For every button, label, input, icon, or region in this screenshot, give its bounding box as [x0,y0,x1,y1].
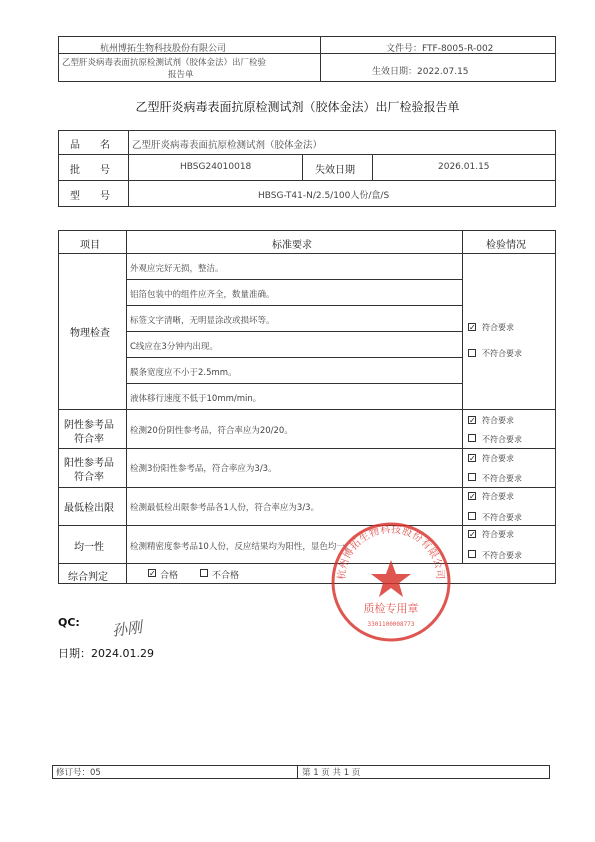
physical-pass-checkbox[interactable]: ✓ [469,323,476,332]
negative-pass-checkbox[interactable]: ✓ [469,416,476,425]
stamp-code: 3301100008773 [367,621,415,628]
overall-pass-checkbox[interactable]: ✓ [149,569,156,578]
stamp-ring-text: 杭州博拓生物科技股份有限公司 [336,524,446,581]
positive-ref-label-1: 阳性参考品 [64,458,114,469]
negative-fail-checkbox[interactable] [468,434,476,442]
company-name: 杭州博拓生物科技股份有限公司 [100,44,227,54]
lod-pass-checkbox[interactable]: ✓ [469,492,476,501]
uniformity-fail-checkbox[interactable] [468,550,476,558]
overall-fail-text: 不合格 [212,571,240,581]
col-header-result: 检验情况 [486,240,526,251]
overall-judgement-label: 综合判定 [68,572,108,583]
product-name-label: 品 名 [70,140,110,151]
lod-label: 最低检出限 [64,503,114,514]
lod-req: 检测最低检出限参考品各1人份，符合率应为3/3。 [130,503,320,513]
product-name-value: 乙型肝炎病毒表面抗原检测试剂（胶体金法） [132,140,323,151]
col-header-standard: 标准要求 [272,240,312,251]
uniformity-pass-checkbox[interactable]: ✓ [469,530,476,539]
inspection-date: 日期：2024.01.29 [58,647,154,660]
positive-pass-checkbox[interactable]: ✓ [469,454,476,463]
uniformity-label: 均一性 [74,542,104,553]
expiry-value: 2026.01.15 [438,162,490,172]
footer-box [52,765,550,779]
positive-fail-text: 不符合要求 [482,474,522,483]
uniformity-fail-text: 不符合要求 [482,551,522,560]
revision-number: 修订号：05 [56,768,101,778]
lod-fail-text: 不符合要求 [482,513,522,522]
physical-fail-text: 不符合要求 [482,349,522,358]
positive-ref-req: 检测3份阳性参考品，符合率应为3/3。 [130,464,277,474]
qc-label: QC: [58,616,80,629]
form-title-line1: 乙型肝炎病毒表面抗原检测试剂（胶体金法）出厂检验 [62,58,267,68]
physical-pass-text: 符合要求 [482,323,514,332]
negative-pass-text: 符合要求 [482,416,514,425]
qc-stamp-seal [329,520,453,644]
physical-req-2: 铝箔包装中的组件应齐全，数量准确。 [130,290,275,300]
batch-value: HBSG24010018 [180,162,252,172]
page-number: 第 1 页 共 1 页 [302,768,361,778]
uniformity-pass-text: 符合要求 [482,530,514,539]
batch-label: 批 号 [70,165,110,176]
lod-fail-checkbox[interactable] [468,512,476,520]
col-header-item: 项目 [80,240,100,251]
positive-ref-label-2: 符合率 [74,472,104,483]
report-title: 乙型肝炎病毒表面抗原检测试剂（胶体金法）出厂检验报告单 [135,100,460,114]
stamp-center-text: 质检专用章 [363,602,419,615]
star-icon [371,560,411,597]
physical-req-5: 膜条宽度应不小于2.5mm。 [130,368,237,378]
physical-req-6: 液体移行速度不低于10mm/min。 [130,394,262,404]
positive-fail-checkbox[interactable] [468,473,476,481]
positive-pass-text: 符合要求 [482,454,514,463]
negative-fail-text: 不符合要求 [482,435,522,444]
qc-signature: 孙刚 [110,617,144,640]
form-title-line2: 报告单 [168,70,194,80]
model-label: 型 号 [70,191,110,202]
negative-ref-label-1: 阴性参考品 [64,420,114,431]
overall-fail-checkbox[interactable] [200,569,208,577]
physical-req-4: C线应在3分钟内出现。 [130,342,218,352]
document-number: 文件号：FTF-8005-R-002 [386,44,494,54]
physical-fail-checkbox[interactable] [468,349,476,357]
model-value: HBSG-T41-N/2.5/100人份/盒/S [258,191,390,201]
overall-pass-text: 合格 [160,571,179,581]
effective-date: 生效日期：2022.07.15 [372,67,469,77]
negative-ref-req: 检测20份阴性参考品，符合率应为20/20。 [130,426,293,436]
lod-pass-text: 符合要求 [482,492,514,501]
expiry-label: 失效日期 [315,165,355,176]
physical-req-1: 外观应完好无损，整洁。 [130,264,224,274]
negative-ref-label-2: 符合率 [74,434,104,445]
physical-check-label: 物理检查 [70,328,110,339]
physical-req-3: 标签文字清晰，无明显涂改或损坏等。 [130,316,275,326]
uniformity-req: 检测精密度参考品10人份，反应结果均为阳性，显色均一。 [130,542,354,552]
